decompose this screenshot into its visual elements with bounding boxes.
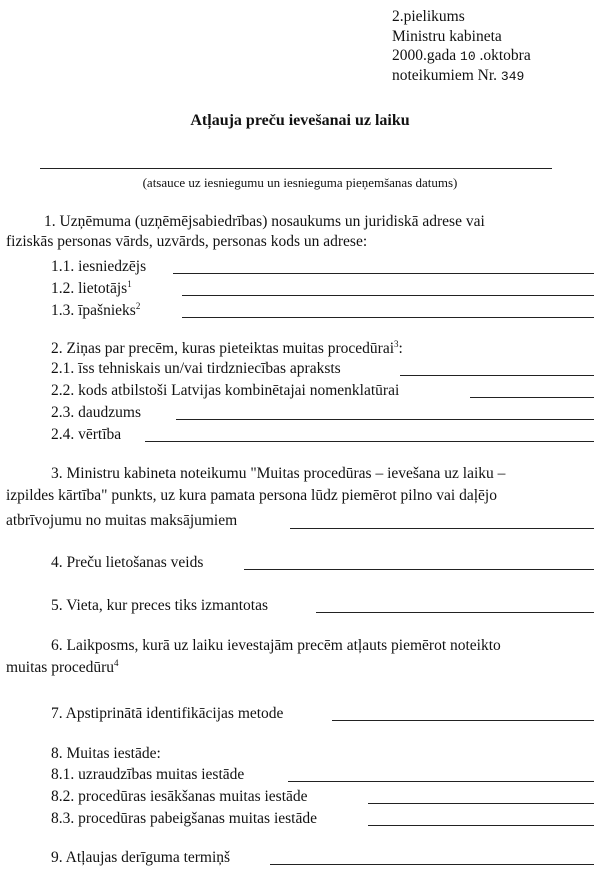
footnote-3-ref: 3 bbox=[394, 338, 399, 349]
section1-text-line1: 1. Uzņēmuma (uzņēmējsabiedrības) nosaukums un juridiskā adrese vai bbox=[44, 213, 485, 230]
item-2-4-label: 2.4. vērtība bbox=[51, 426, 122, 443]
cabinet-label: Ministru kabineta bbox=[392, 28, 502, 45]
item-1-2-label bbox=[51, 280, 132, 298]
section3-line1: 3. Ministru kabineta noteikumu "Muitas procedūras – ievešana uz laiku – bbox=[51, 465, 506, 482]
date-day: 10 bbox=[460, 49, 476, 64]
section6-line2-text: muitas procedūru bbox=[6, 659, 115, 676]
section6-line1: 6. Laikposms, kurā uz laiku ievestajām precēm atļauts piemērot noteikto bbox=[51, 637, 501, 654]
item-8-3-field[interactable] bbox=[368, 825, 594, 826]
item-8-2-field[interactable] bbox=[368, 803, 594, 804]
regulation-date bbox=[392, 47, 531, 65]
date-suffix: .oktobra bbox=[479, 47, 531, 64]
item-2-2-label: 2.2. kods atbilstoši Latvijas kombinētajai nomenklatūrai bbox=[51, 382, 400, 399]
item-8-1-label: 8.1. uzraudzības muitas iestāde bbox=[51, 766, 245, 783]
section2-heading: 2. Ziņas par precēm, kuras pieteiktas muitas procedūrai bbox=[51, 340, 395, 357]
number-prefix: noteikumiem Nr. bbox=[392, 67, 498, 84]
footnote-4-ref: 4 bbox=[114, 657, 119, 668]
annex-number: 2.pielikums bbox=[392, 8, 465, 25]
item-1-3-field[interactable] bbox=[182, 317, 594, 318]
section3-line3: atbrīvojumu no muitas maksājumiem bbox=[6, 512, 238, 529]
footnote-1-ref: 1 bbox=[127, 278, 132, 289]
section3-line2: izpildes kārtība" punkts, uz kura pamata persona lūdz piemērot pilno vai daļējo bbox=[6, 487, 497, 504]
item-8-1-field[interactable] bbox=[288, 781, 594, 782]
reference-caption: (atsauce uz iesniegumu un iesnieguma pieņemšanas datums) bbox=[142, 175, 458, 190]
item-1-1-field[interactable] bbox=[173, 273, 594, 274]
section1-text-line2: fiziskās personas vārds, uzvārds, personas kods un adrese: bbox=[6, 233, 368, 250]
reference-field[interactable] bbox=[40, 168, 552, 169]
item-1-2-text: 1.2. lietotājs bbox=[51, 280, 128, 297]
item-1-3-text: 1.3. īpašnieks bbox=[51, 302, 136, 319]
regulation-number bbox=[392, 67, 524, 85]
item-8-3-label: 8.3. procedūras pabeigšanas muitas iestāde bbox=[51, 810, 317, 827]
section5-field[interactable] bbox=[316, 612, 594, 613]
page-title: Atļauja preču ievešanai uz laiku bbox=[190, 112, 410, 129]
item-2-3-field[interactable] bbox=[176, 419, 594, 420]
section6-line2 bbox=[6, 659, 119, 677]
section7-field[interactable] bbox=[332, 720, 594, 721]
item-8-2-label: 8.2. procedūras iesākšanas muitas iestāde bbox=[51, 788, 308, 805]
section2-colon: : bbox=[398, 340, 403, 357]
section8-text: 8. Muitas iestāde: bbox=[51, 745, 161, 762]
section4-label: 4. Preču lietošanas veids bbox=[51, 554, 204, 571]
item-2-3-label: 2.3. daudzums bbox=[51, 404, 141, 421]
item-2-1-field[interactable] bbox=[400, 375, 594, 376]
section9-field[interactable] bbox=[270, 864, 594, 865]
section5-label: 5. Vieta, kur preces tiks izmantotas bbox=[51, 597, 269, 614]
section2-text bbox=[51, 340, 403, 358]
item-1-1-label: 1.1. iesniedzējs bbox=[51, 258, 147, 275]
number-value: 349 bbox=[500, 69, 525, 84]
section9-label: 9. Atļaujas derīguma termiņš bbox=[51, 849, 231, 866]
section3-field[interactable] bbox=[290, 528, 594, 529]
item-1-2-field[interactable] bbox=[182, 295, 594, 296]
section4-field[interactable] bbox=[244, 569, 594, 570]
section7-label: 7. Apstiprinātā identifikācijas metode bbox=[51, 705, 284, 722]
footnote-2-ref: 2 bbox=[135, 300, 141, 311]
item-1-3-label bbox=[51, 302, 140, 320]
date-prefix: 2000.gada bbox=[392, 47, 457, 64]
item-2-1-label: 2.1. īss tehniskais un/vai tirdzniecības apraksts bbox=[51, 360, 341, 377]
item-2-2-field[interactable] bbox=[470, 397, 594, 398]
item-2-4-field[interactable] bbox=[145, 441, 594, 442]
